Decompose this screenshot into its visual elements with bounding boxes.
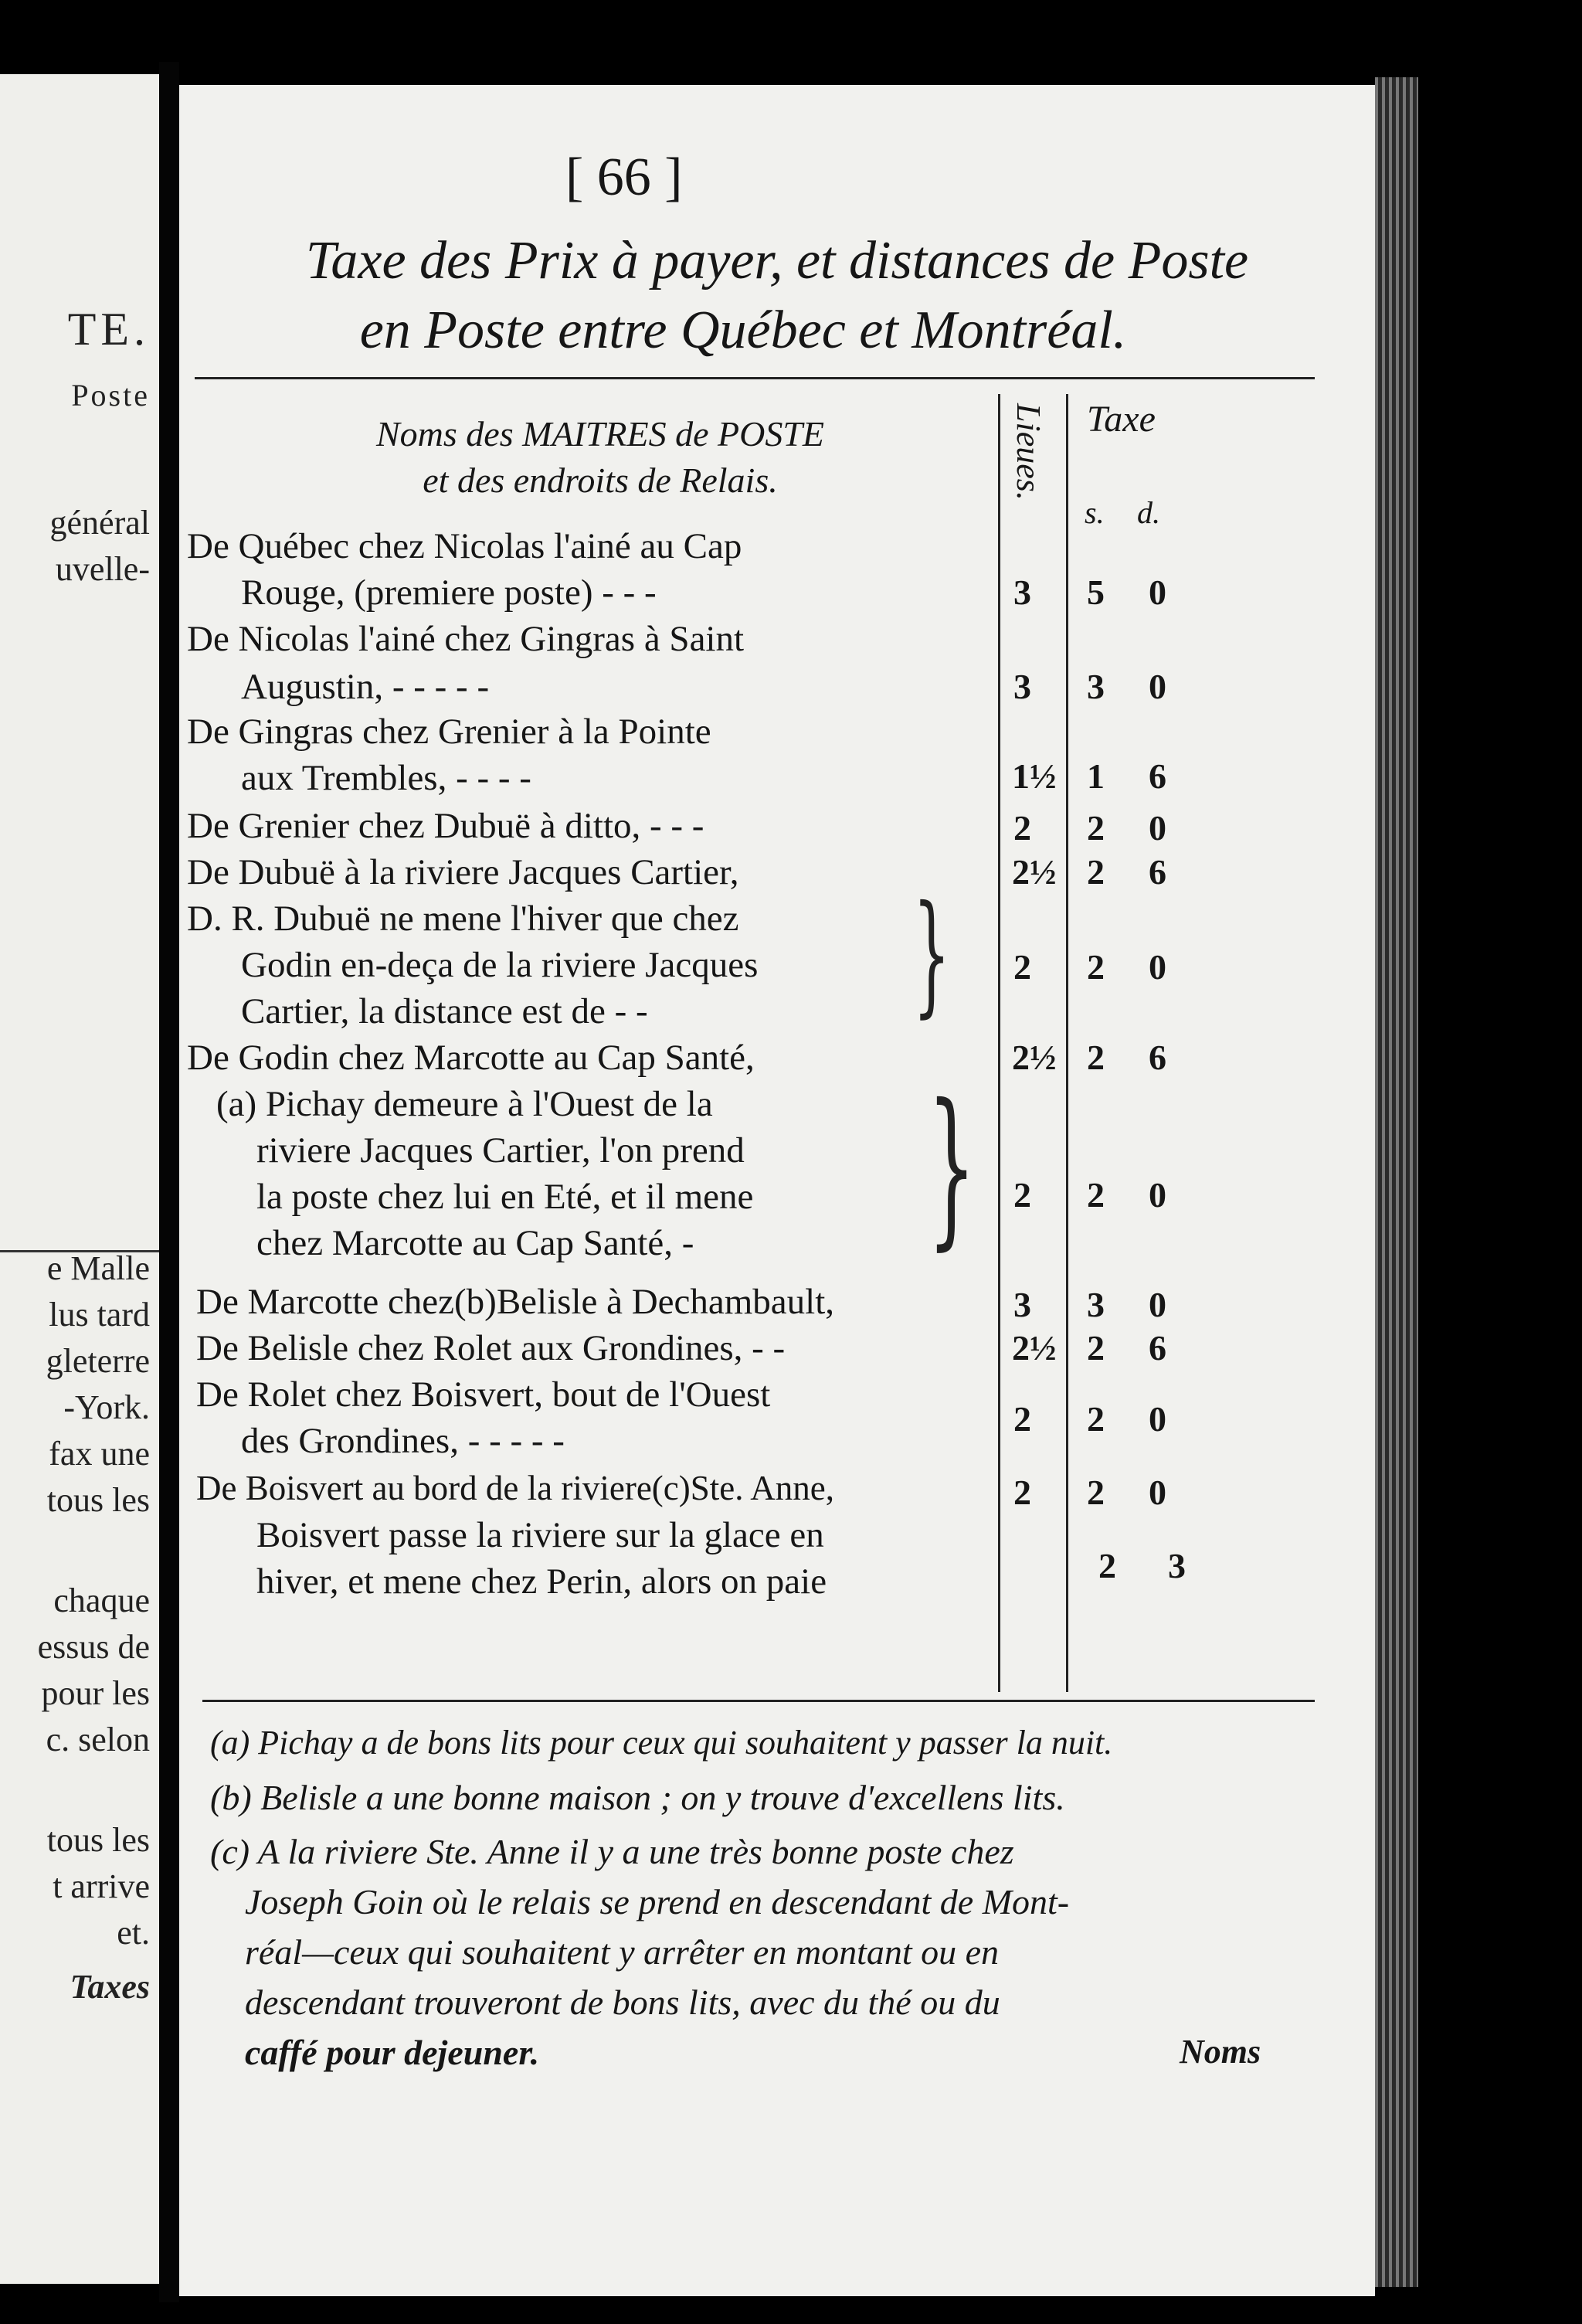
row-pence: 6 [1149, 756, 1166, 796]
row-shillings: 2 [1087, 1328, 1105, 1368]
catchword: Noms [1180, 2033, 1261, 2071]
row-text: hiver, et mene chez Perin, alors on paie [256, 1561, 827, 1602]
row-text: De Nicolas l'ainé chez Gingras à Saint [187, 619, 745, 659]
row-pence: 0 [1149, 1473, 1166, 1512]
row-lieues: 2 [1013, 1399, 1031, 1439]
row-pence: 0 [1149, 808, 1166, 848]
row-pence: 3 [1168, 1546, 1186, 1585]
row-pence: 0 [1149, 1399, 1166, 1439]
row-pence: 6 [1149, 1328, 1166, 1368]
row-pence: 0 [1149, 573, 1166, 612]
page-edge [1375, 77, 1418, 2287]
row-shillings: 2 [1087, 1175, 1105, 1215]
table-names-column-rule [998, 394, 1000, 1692]
row-brace: } [927, 1068, 976, 1266]
row-text: De Gingras chez Grenier à la Pointe [187, 712, 711, 752]
row-text: aux Trembles, - - - - [241, 758, 531, 798]
page-title-line-2: en Poste entre Québec et Montréal. [359, 301, 1127, 360]
left-page-fragment [0, 74, 159, 2284]
footnote-c: (c) A la riviere Ste. Anne il y a une très bonne poste chez [210, 1832, 1014, 1871]
row-lieues: 2½ [1012, 1038, 1057, 1077]
row-lieues: 2 [1013, 808, 1031, 848]
row-pence: 6 [1149, 852, 1166, 892]
row-text: Cartier, la distance est de - - [241, 991, 648, 1031]
left-frag: fax une [49, 1435, 150, 1473]
row-text: De Godin chez Marcotte au Cap Santé, [187, 1038, 755, 1078]
row-text: Boisvert passe la riviere sur la glace en [256, 1515, 824, 1555]
footnote-c: caffé pour dejeuner. [245, 2033, 540, 2072]
row-pence: 0 [1149, 947, 1166, 987]
row-text: Godin en-deça de la riviere Jacques [241, 945, 759, 985]
left-frag: tous les [46, 1821, 150, 1859]
left-frag: pour les [41, 1674, 150, 1712]
header-taxe: Taxe [1087, 399, 1156, 440]
header-shillings: s. [1085, 495, 1105, 530]
left-frag: e Malle [46, 1249, 150, 1287]
row-shillings: 1 [1087, 756, 1105, 796]
footnote-a: (a) Pichay a de bons lits pour ceux qui souhaitent y passer la nuit. [210, 1724, 1113, 1762]
row-brace: } [912, 878, 951, 1031]
row-shillings: 2 [1087, 947, 1105, 987]
row-lieues: 3 [1013, 573, 1031, 612]
row-text: Augustin, - - - - - [241, 667, 490, 707]
row-text: De Marcotte chez(b)Belisle à Dechambault, [196, 1282, 835, 1322]
row-text: De Grenier chez Dubuë à ditto, - - - [187, 806, 704, 846]
left-frag: -York. [63, 1388, 150, 1426]
row-shillings: 2 [1087, 1399, 1105, 1439]
row-shillings: 2 [1087, 1038, 1105, 1077]
left-frag: c. selon [46, 1721, 150, 1758]
row-text: De Québec chez Nicolas l'ainé au Cap [187, 526, 742, 566]
row-text: des Grondines, - - - - - [241, 1421, 565, 1461]
row-text: Rouge, (premiere poste) - - - [241, 573, 657, 613]
row-lieues: 3 [1013, 1285, 1031, 1324]
left-frag: lus tard [49, 1296, 150, 1334]
footnote-c: réal—ceux qui souhaitent y arrêter en montant ou en [245, 1932, 1000, 1972]
left-frag: gleterre [46, 1342, 150, 1380]
row-shillings: 3 [1087, 1285, 1105, 1324]
row-shillings: 2 [1087, 808, 1105, 848]
left-catchword: Taxes [70, 1968, 150, 2006]
row-lieues: 2½ [1012, 852, 1057, 892]
table-bottom-rule [202, 1700, 1315, 1702]
row-text: D. R. Dubuë ne mene l'hiver que chez [187, 899, 739, 939]
table-top-rule [195, 377, 1315, 379]
left-frag: général [49, 504, 150, 542]
row-shillings: 2 [1087, 1473, 1105, 1512]
book-gutter [159, 62, 179, 2302]
left-frag: essus de [37, 1628, 150, 1666]
row-shillings: 5 [1087, 573, 1105, 612]
row-text: De Rolet chez Boisvert, bout de l'Ouest [196, 1374, 771, 1415]
left-frag: uvelle- [55, 550, 150, 588]
row-text: chez Marcotte au Cap Santé, - [256, 1223, 694, 1263]
footnote-b: (b) Belisle a une bonne maison ; on y trouve d'excellens lits. [210, 1778, 1065, 1817]
footnote-c: descendant trouveront de bons lits, avec du thé ou du [245, 1983, 1000, 2022]
row-text: De Belisle chez Rolet aux Grondines, - - [196, 1328, 786, 1368]
row-text: la poste chez lui en Eté, et il mene [256, 1177, 754, 1217]
row-shillings: 2 [1087, 852, 1105, 892]
row-lieues: 2½ [1012, 1328, 1057, 1368]
header-lieues: Lieues. [1010, 403, 1047, 501]
row-pence: 0 [1149, 1175, 1166, 1215]
page-number: [ 66 ] [565, 148, 683, 207]
row-text: De Boisvert au bord de la riviere(c)Ste. Anne, [196, 1469, 834, 1507]
header-names: Noms des MAITRES de POSTE [375, 414, 825, 454]
left-frag-heading: TE. [67, 304, 150, 355]
row-pence: 6 [1149, 1038, 1166, 1077]
row-lieues: 2 [1013, 1175, 1031, 1215]
row-shillings: 3 [1087, 667, 1105, 706]
page-title-line-1: Taxe des Prix à payer, et distances de Poste [305, 231, 1249, 290]
right-page [179, 85, 1375, 2296]
table-lieues-column-rule [1066, 394, 1068, 1692]
row-pence: 0 [1149, 667, 1166, 706]
left-frag: et. [117, 1914, 150, 1952]
left-frag: Poste [71, 378, 150, 413]
header-pence: d. [1137, 495, 1160, 530]
row-lieues: 2 [1013, 1473, 1031, 1512]
row-lieues: 2 [1013, 947, 1031, 987]
header-relais: et des endroits de Relais. [423, 460, 778, 500]
left-frag: chaque [53, 1582, 150, 1619]
left-frag: t arrive [53, 1867, 150, 1905]
row-lieues: 3 [1013, 667, 1031, 706]
left-frag: tous les [46, 1481, 150, 1519]
row-pence: 0 [1149, 1285, 1166, 1324]
footnote-c: Joseph Goin où le relais se prend en descendant de Mont- [245, 1882, 1070, 1921]
row-lieues: 1½ [1012, 756, 1057, 796]
row-text: De Dubuë à la riviere Jacques Cartier, [187, 852, 739, 892]
row-text: (a) Pichay demeure à l'Ouest de la [216, 1084, 713, 1124]
row-text: riviere Jacques Cartier, l'on prend [256, 1130, 745, 1170]
row-shillings: 2 [1098, 1546, 1116, 1585]
